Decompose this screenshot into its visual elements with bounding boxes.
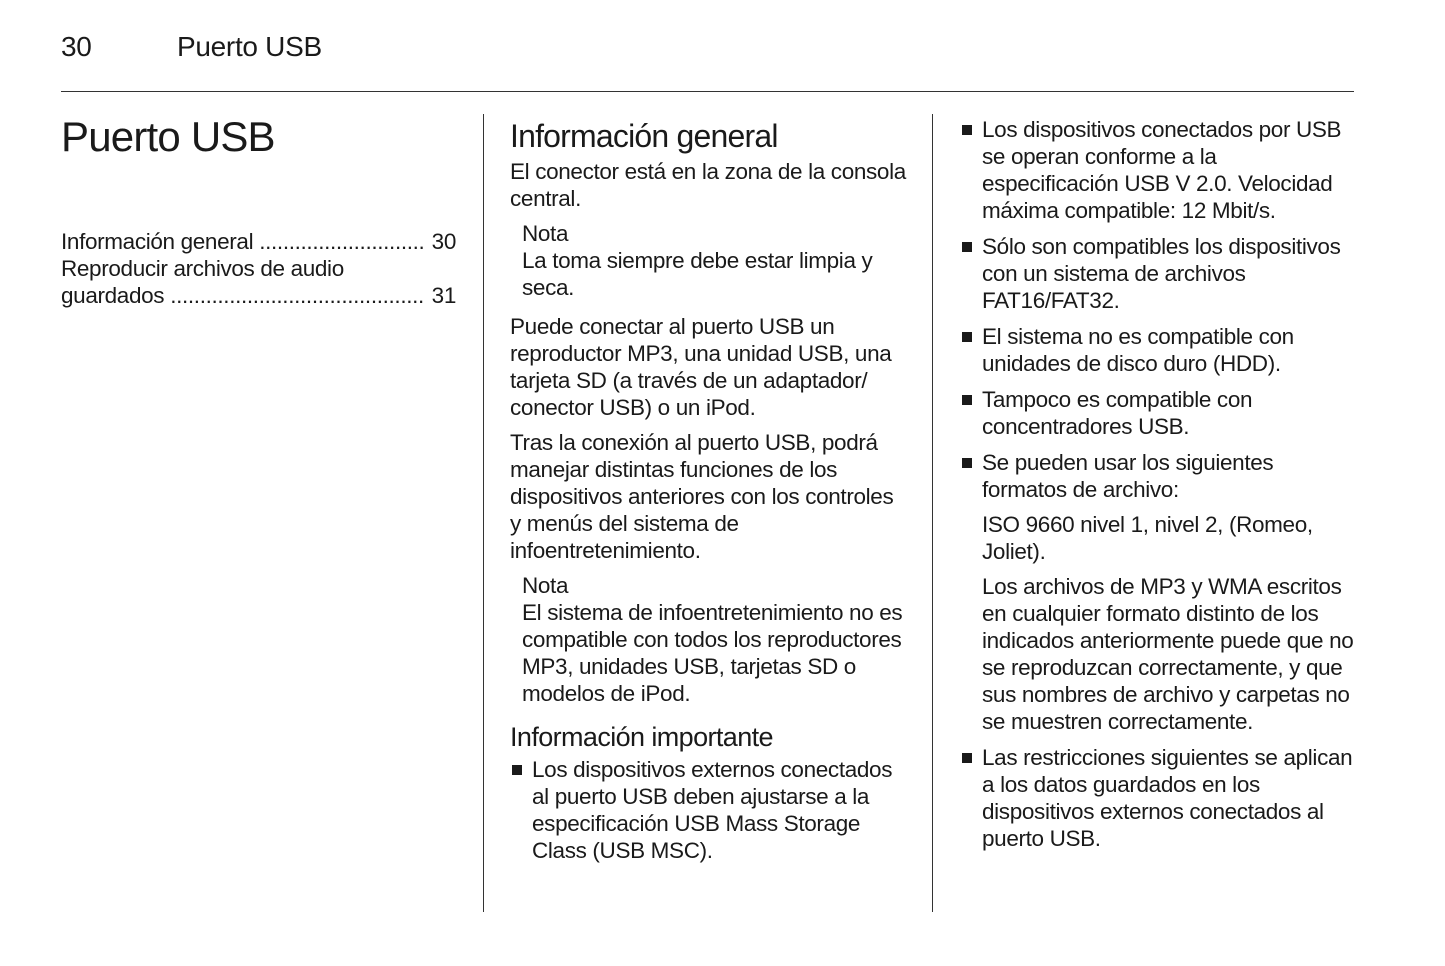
running-title: Puerto USB [177,31,322,62]
chapter-title: Puerto USB [61,113,275,160]
list-item-text: Se pueden usar los siguientes formatos de archivo: [982,450,1274,502]
subsection-heading: Información importante [510,722,773,752]
toc-entry-page: 31 [431,283,456,308]
list-item: Los dispositivos conectados por USB se operan conforme a la especificación USB V 2.0. Velocidad máxima compatible: 12 Mbit/s. [960,116,1358,224]
column-3 [960,116,1358,861]
toc-leader-dots [259,228,425,255]
toc-entry-page: 30 [431,229,456,254]
list-item [960,449,1358,735]
column-2 [510,110,908,873]
page-number: 30 [61,31,92,62]
paragraph: Tras la conexión al puerto USB, podrá manejar distintas funciones de los dispositivos anteriores con los controles y menús del sistema de infoentretenimiento. [510,430,894,563]
formats-note: Los archivos de MP3 y WMA escritos en cualquier formato distinto de los indicados anteriormente puede que no se reproduzcan correctamente, y que sus nombres de archivo y carpetas no se muestren correctamente. [982,574,1354,734]
toc-leader-dots [170,282,425,309]
toc-entry[interactable] [61,228,456,255]
note-box [522,572,908,707]
column-divider-2 [932,114,933,912]
paragraph: El conector está en la zona de la consola central. [510,159,906,211]
list-item: Las restricciones siguientes se aplican a los datos guardados en los dispositivos externos conectados al puerto USB. [960,744,1358,852]
note-title: Nota [522,573,569,598]
column-1 [61,110,456,309]
toc-entry-title-line: Reproducir archivos de audio [61,256,344,281]
toc-entry[interactable] [61,255,456,309]
column-divider-1 [483,114,484,912]
bullet-list [510,756,908,864]
paragraph: Puede conectar al puerto USB un reproductor MP3, una unidad USB, una tarjeta SD (a través de un adaptador/ conector USB) o un iPod. [510,314,892,420]
formats-iso: ISO 9660 nivel 1, nivel 2, (Romeo, Joliet). [982,512,1313,564]
list-item: Los dispositivos externos conectados al puerto USB deben ajustarse a la especificación USB Mass Storage Class (USB MSC). [510,756,908,864]
list-item: Tampoco es compatible con concentradores USB. [960,386,1358,440]
table-of-contents [61,228,456,309]
bullet-list [960,116,1358,852]
toc-entry-title: guardados [61,283,165,308]
list-item: El sistema no es compatible con unidades de disco duro (HDD). [960,323,1358,377]
note-text: El sistema de infoentretenimiento no es compatible con todos los reproductores MP3, unidades USB, tarjetas SD o modelos de iPod. [522,600,903,706]
note-text: La toma siempre debe estar limpia y seca. [522,248,873,300]
header-rule [61,91,1354,92]
note-title: Nota [522,221,569,246]
list-item: Sólo son compatibles los dispositivos con un sistema de archivos FAT16/FAT32. [960,233,1358,314]
section-heading: Información general [510,118,778,154]
note-box [522,220,908,301]
toc-entry-title: Información general [61,229,254,254]
